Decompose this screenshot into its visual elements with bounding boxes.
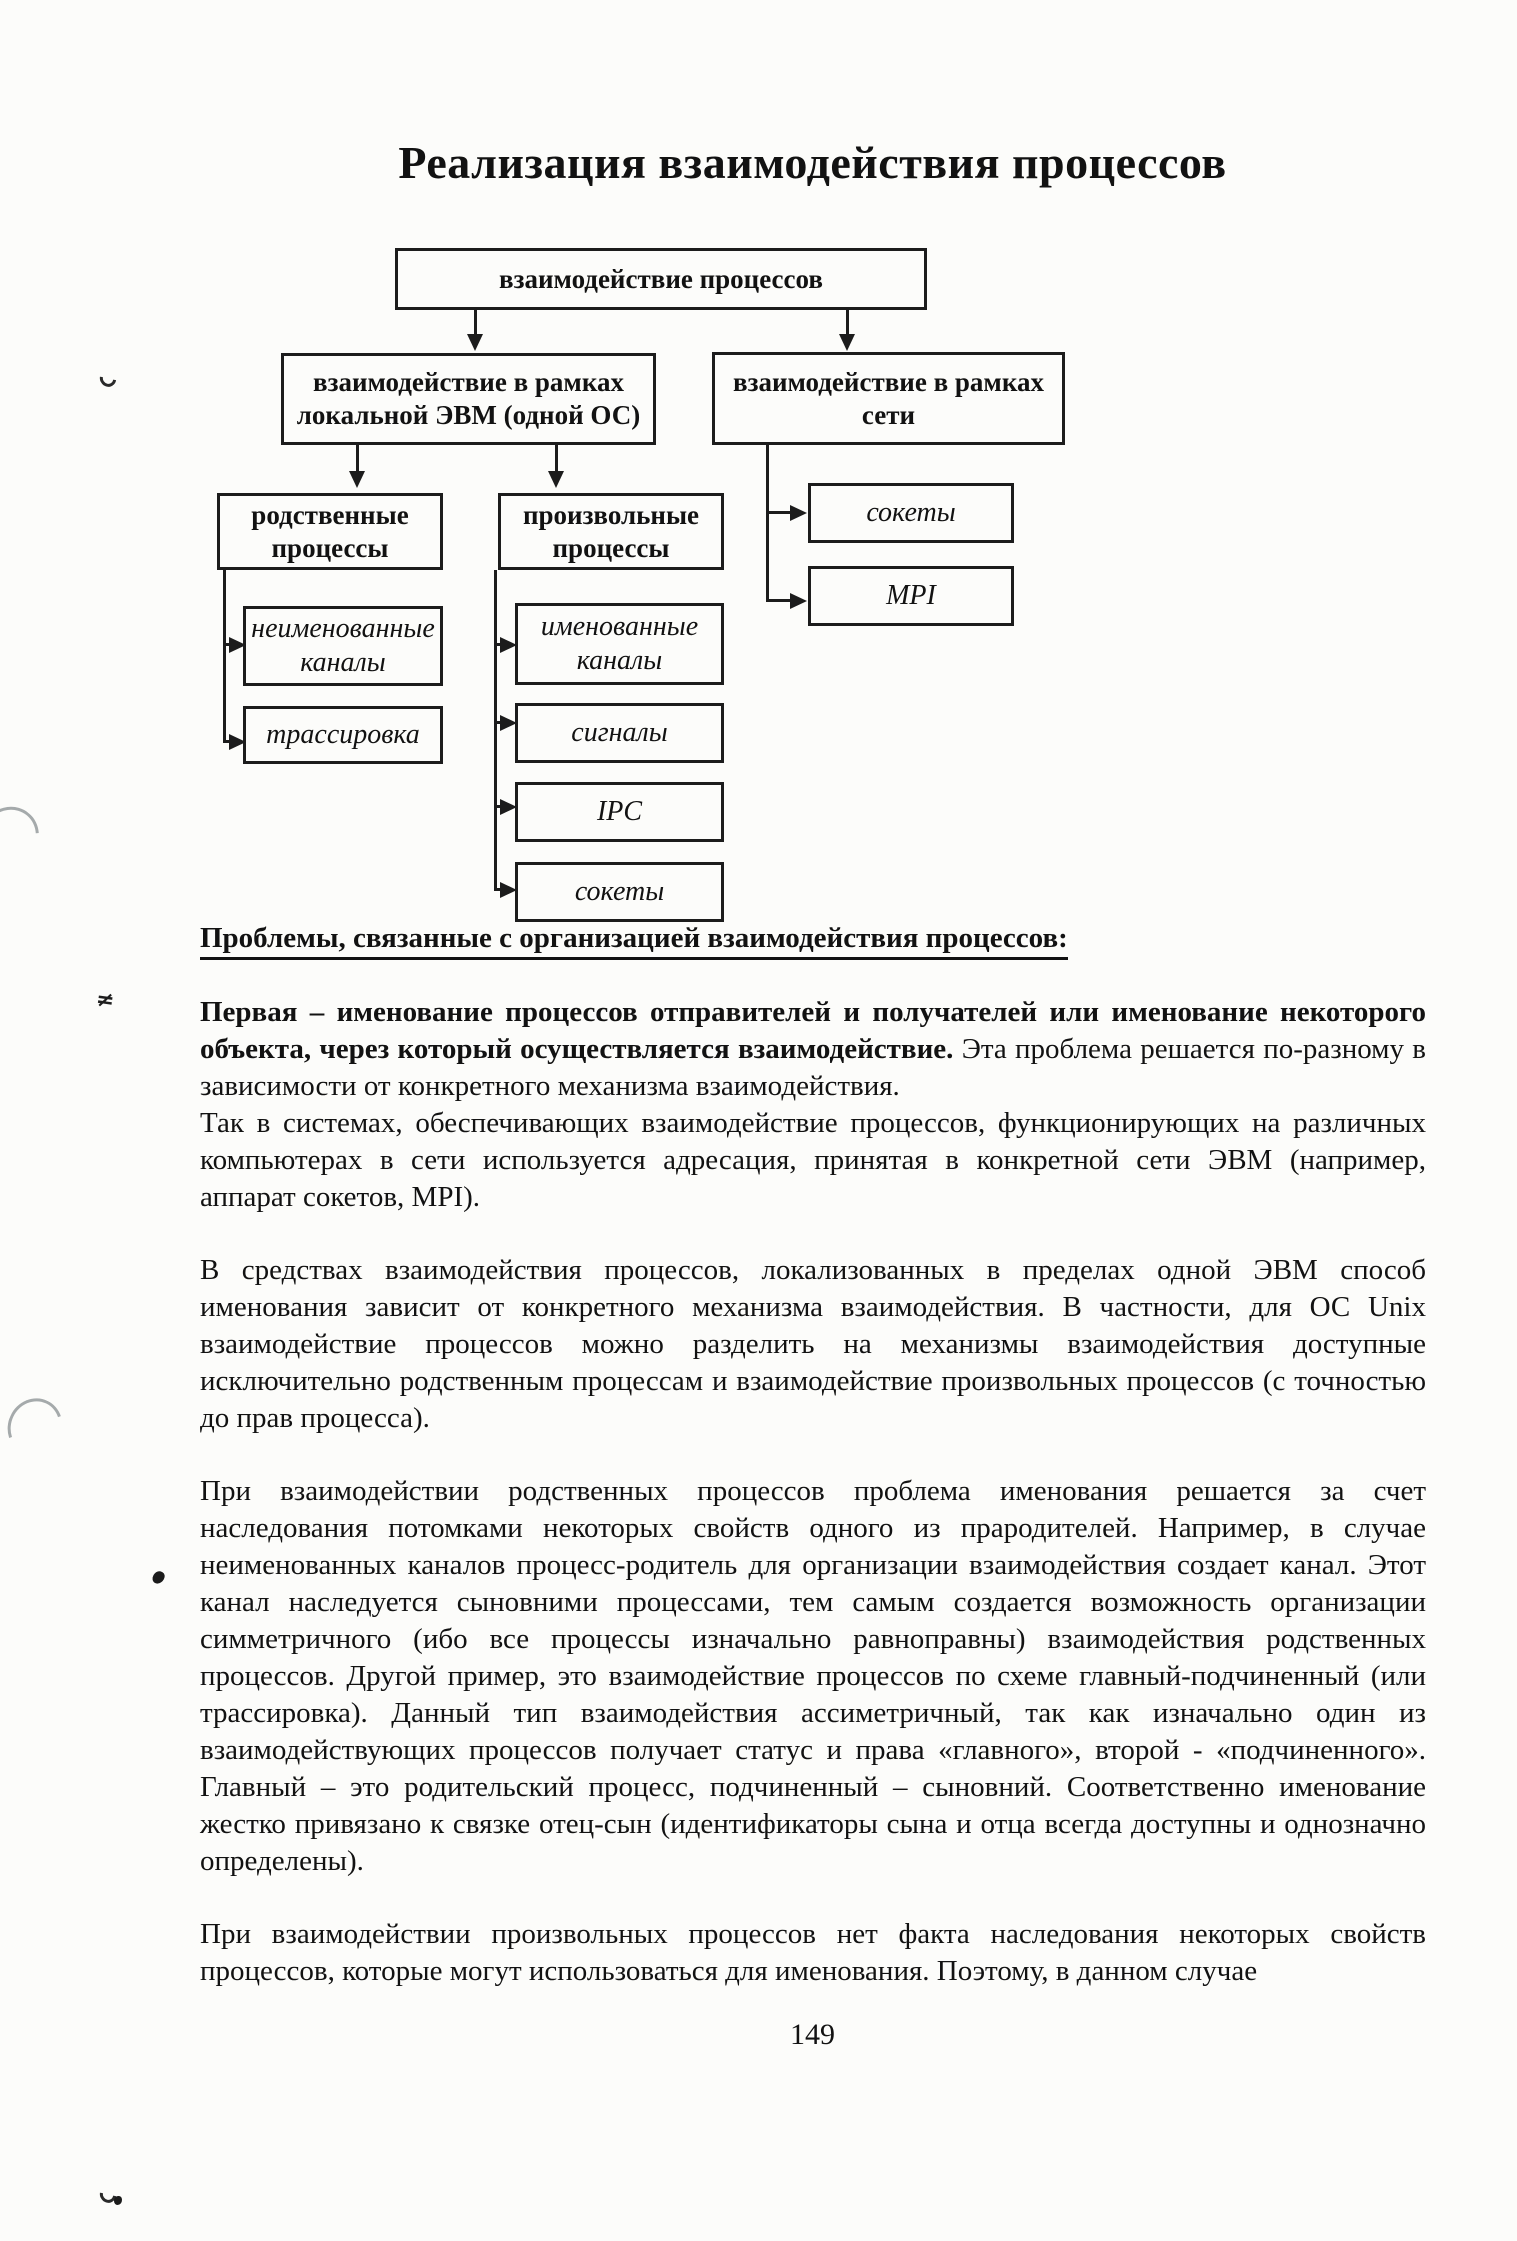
diagram-node-related-processes bbox=[217, 493, 443, 570]
ink-dot-mark bbox=[150, 1569, 166, 1586]
diagram-node-root bbox=[395, 248, 927, 310]
page-number: 149 bbox=[790, 2018, 835, 2051]
connector-stub bbox=[766, 599, 792, 602]
connector-related-children bbox=[223, 570, 226, 743]
unnamed-channels-label: неименованные каналы bbox=[251, 612, 435, 678]
scan-arc-mark bbox=[0, 795, 51, 880]
named-channels-label: именованные каналы bbox=[540, 610, 699, 676]
diagram-node-arbitrary-label: произвольные процессы bbox=[522, 499, 700, 563]
paragraph-4: При взаимодействии родственных процессов проблема именования решается за счет наследования потомками некоторых свойств одного из прародителей. Например, в случае неименованных каналов процесс-родитель для организации взаимодействия создает канал. Этот канал наследуется сыновними процессами, тем самым создается возможность организации симметричного (ибо все процессы изначально равноправны) взаимодействия родственных процессов. Другой пример, это взаимодействие процессов по схеме главный-подчиненный (или трассировка). Данный тип взаимодействия ассиметричный, так как изначально один из взаимодействующих процессов получает статус и права «главного», второй - «подчиненного». Главный – это родительский процесс, подчиненный – сыновний. Соответственно именование жестко привязано к связке отец-сын (идентификаторы сына и отца всегда доступны и однозначно определены). bbox=[200, 1475, 1426, 1877]
sockets-local-label: сокеты bbox=[574, 875, 665, 907]
arrow-right-icon bbox=[790, 505, 807, 521]
section-heading bbox=[200, 922, 1425, 955]
connector-root-local bbox=[474, 310, 477, 336]
section-heading-text: Проблемы, связанные с организацией взаимодействия процессов: bbox=[200, 922, 1068, 960]
connector-root-network bbox=[846, 310, 849, 336]
ink-dot-mark bbox=[114, 2196, 122, 2205]
connector-arbitrary-children bbox=[494, 570, 497, 891]
connector-stub bbox=[766, 511, 792, 514]
diagram-leaf-unnamed-channels bbox=[243, 606, 443, 686]
connector-local-arbitrary bbox=[555, 445, 558, 473]
arrow-down-icon bbox=[349, 471, 365, 488]
diagram-node-network bbox=[712, 352, 1065, 445]
diagram-leaf-sockets-local bbox=[515, 862, 724, 922]
diagram-node-arbitrary-processes bbox=[498, 493, 724, 570]
page-title: Реализация взаимодействия процессов bbox=[398, 137, 1227, 188]
diagram-node-related-label: родственные процессы bbox=[251, 499, 409, 563]
tracing-label: трассировка bbox=[266, 718, 420, 750]
diagram-node-local bbox=[281, 353, 656, 445]
diagram-leaf-tracing bbox=[243, 706, 443, 764]
diagram-node-root-label: взаимодействие процессов bbox=[499, 263, 823, 294]
paragraph-2: Так в системах, обеспечивающих взаимодействие процессов, функционирующих на различных компьютерах в сети используется адресация, принятая в конкретной сети ЭВМ (например, аппарат сокетов, MPI). bbox=[200, 1107, 1426, 1213]
diagram-leaf-signals bbox=[515, 703, 724, 763]
diagram-leaf-mpi bbox=[808, 566, 1014, 626]
paragraph-1 bbox=[200, 994, 1426, 1105]
connector-local-related bbox=[356, 445, 359, 473]
arrow-right-icon bbox=[790, 593, 807, 609]
paragraph-1-rest: Эта проблема решается по-разному в зависимости от конкретного механизма взаимодействия. bbox=[200, 1033, 1426, 1102]
scan-arc-mark bbox=[0, 1389, 72, 1464]
signals-label: сигналы bbox=[571, 716, 668, 748]
ipc-label: IPC bbox=[596, 795, 643, 827]
arrow-down-icon bbox=[548, 471, 564, 488]
pen-mark: ≠ bbox=[94, 986, 117, 1015]
paragraph-3: В средствах взаимодействия процессов, локализованных в пределах одной ЭВМ способ именования зависит от конкретного механизма взаимодействия. В частности, для ОС Unix взаимодействие процессов можно разделить на механизмы взаимодействия доступные исключительно родственным процессам и взаимодействие произвольных процессов (с точностью до прав процесса). bbox=[200, 1254, 1426, 1434]
diagram-node-local-label: взаимодействие в рамках локальной ЭВМ (одной ОС) bbox=[296, 367, 641, 430]
arrow-down-icon bbox=[839, 334, 855, 351]
body-text bbox=[200, 994, 1426, 1990]
arrow-down-icon bbox=[467, 334, 483, 351]
pen-mark bbox=[97, 367, 120, 390]
connector-network-children bbox=[766, 445, 769, 602]
paragraph-1-bold: Первая – именование процессов отправителей и получателей или именование некоторого объекта, через который осуществляется взаимодействие. bbox=[200, 996, 1426, 1065]
diagram-node-network-label: взаимодействие в рамках сети bbox=[733, 366, 1044, 430]
diagram-leaf-named-channels bbox=[515, 603, 724, 685]
sockets-network-label: сокеты bbox=[866, 496, 956, 528]
paragraph-5: При взаимодействии произвольных процессов нет факта наследования некоторых свойств процессов, которые могут использоваться для именования. Поэтому, в данном случае bbox=[200, 1918, 1426, 1987]
mpi-label: MPI bbox=[886, 579, 936, 611]
diagram-leaf-sockets-network bbox=[808, 483, 1014, 543]
diagram-leaf-ipc bbox=[515, 782, 724, 842]
